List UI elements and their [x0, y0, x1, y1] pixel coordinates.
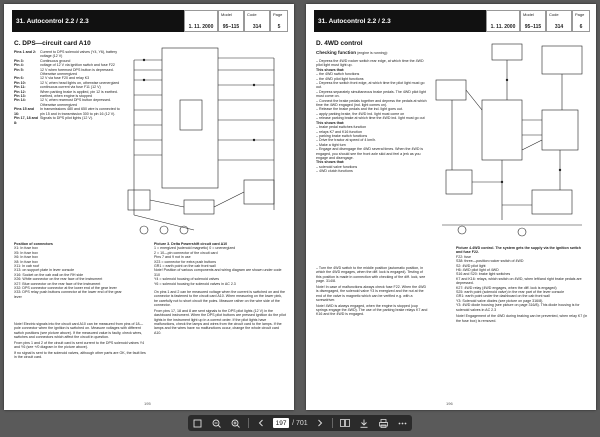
note-paragraph: Note! Electric signals into the circuit card A10 can be measured from pins of 18—pole connector when the ignition is switched on. Measure voltages with different switch positions (see picture above). If the measured value is faulty, check wires, switches and connectors which affect the circuit in question. [14, 322, 144, 340]
pin-description: 12 V, when rearmost DPS button depressed. Otherwise unenergized [40, 98, 111, 107]
header-title: 31. Autocontrol 2.2 / 2.3 [314, 10, 486, 32]
legend-item: 1 = energized (solenoid magnetic) 0 = unenergized [154, 246, 236, 251]
zoom-in-icon[interactable] [229, 417, 243, 429]
legend-item: Note! Position of various components and wiring diagram are shown under code 310 [154, 268, 282, 277]
note-paragraph: Note! 4WD is always engaged, when the engine is stopped (cup springs engage the 4WD). The use of the parking brake relays K7 and K16 and the 4WD is engaged. [316, 303, 428, 317]
pin-row [14, 68, 122, 77]
check-step: – Depress the 4WD rocker switch rear edge, at which time the 4WD pilot light must light up. [316, 59, 424, 68]
legend-item: Pins 7 and 9 not in use [154, 255, 191, 260]
check-step: – solenoid valve functions [316, 164, 358, 169]
wiring-diagram-4wd [432, 40, 590, 240]
page-header: 31. Autocontrol 2.2 / 2.3 1. 11. 2000 Model 95–115 Code 314 Page 6 [314, 10, 590, 32]
pin-description: 12 V when foremost DPS button is depressed. Otherwise unenergized [40, 67, 114, 77]
check-step: This shows that: [316, 160, 345, 165]
legend-item: GR1: earth point under the dashboard on the cab front wall [456, 294, 550, 299]
legend-item: S16 and S20: brake light switches [456, 272, 511, 277]
check-step: – Connect the brake pedals together and depress the pedals at which time the 4WD engaged (ind. light comes on). [316, 98, 427, 108]
left-notes [14, 322, 146, 361]
pin-label: Pin 10: [14, 80, 26, 85]
pin-description: 12 V, when head lights on, otherwise unenergized [40, 80, 120, 85]
pin-label: Pin 5: [14, 67, 24, 72]
check-step: – release parking brake at which time the 4WD ind. light must go out [316, 116, 425, 121]
check-step: – Release the brake pedals and the ind. light goes out. [316, 107, 403, 112]
connector-item: X16: Socket on the cab wall on the RH side [14, 272, 84, 277]
legend-item: S2: 4WD pilot light [456, 263, 486, 268]
right-column-notes [154, 290, 286, 336]
download-icon[interactable] [357, 417, 371, 429]
viewer-toolbar [188, 415, 412, 431]
pin-description: Current to DPS solenoid valves (Y4, Y6), battery voltage (12 V) [40, 50, 118, 59]
legend-item: K7 and K16: relays, which switch on 4WD, when left/and right brake pedals are depressed. [456, 276, 582, 286]
left-page [4, 4, 294, 410]
pin-label: Pin 14: [14, 98, 26, 103]
pin-list [14, 50, 122, 125]
circuit-card-box [162, 48, 218, 188]
connector-item: X26: White connector on the rear face of the instrument [14, 277, 103, 282]
legend-item: GR1 = earth point on the cab front wall [154, 264, 216, 269]
check-step: – Engage and disengage the 4WD several times. When the 4WD is engaged, you should see the front axle skid and feel a jerk as you engage and disengage. [316, 147, 424, 160]
check-step: – 4WD clutch functions [316, 169, 353, 174]
pin-label: Pin 6: [14, 76, 24, 81]
two-page-view-icon[interactable] [338, 417, 352, 429]
check-steps [316, 59, 428, 174]
page-number-input[interactable]: 197 [273, 418, 289, 428]
connector-item: X1: In fuse box [14, 246, 38, 251]
page-number: 196 [446, 401, 453, 406]
pin-description: voltage of 12 V via ignition switch and fuse F22 [40, 63, 115, 68]
total-pages: / 701 [292, 419, 308, 427]
note-paragraph: If no signal is sent to the solenoid valves, although other parts are OK, the fault lies in the circuit card. [14, 350, 146, 360]
header-code: 314 [252, 24, 262, 30]
connectors-block [14, 242, 122, 299]
connector-item: X6: In fuse box [14, 255, 38, 260]
pin-description: continuous current via fuse F11 (12 V) [40, 85, 101, 90]
legend-item: X23 = connector for extra push buttons [154, 259, 217, 264]
pin-label: Pin 4: [14, 63, 24, 68]
pin-label: Pins 15 and 16: [14, 107, 34, 116]
note-paragraph: Note! In case of malfunctions always check fuse F22. When the 4WD is disengaged, the solenoid valve Y3 is energized and the nut at the end of the valve is magnetic which can be verified e.g. with a screwdriver. [316, 284, 427, 303]
connectors-title: Position of connectors [14, 242, 53, 246]
more-options-icon[interactable] [395, 417, 409, 429]
header-date: 1. 11. 2000 [490, 24, 516, 30]
header-date: 1. 11. 2000 [188, 24, 214, 30]
check-step: This shows that: [316, 120, 345, 125]
note-paragraph: – Turn the 4WD switch to the middle position (automatic position, in which the 4WD engages, when the diff. lock is engaged). Testing of this position is made in connection with checking of the diff. lock, see page. 314/8. [316, 266, 426, 284]
check-step: – the 4WD switch functions [316, 72, 360, 77]
right-page [306, 4, 596, 410]
subtitle-note: (engine is running): [357, 51, 388, 55]
check-step: – Depress the switch front edge, at which time the pilot light must go out. [316, 81, 425, 90]
connector-item: X8: In fuse box [14, 259, 38, 264]
pin-row [14, 50, 122, 59]
legend-item: Y6 = solenoid housing for solenoid valves in AC 2.3 [154, 281, 236, 286]
pin-description: When parking brake is applied, pin 12 is earthed. [40, 89, 118, 94]
header-page: 6 [579, 24, 583, 30]
page-indicator [273, 418, 308, 428]
connector-item: X5: In fuse box [14, 250, 38, 255]
pin-row [14, 107, 122, 116]
connector-item: X13: on support plate in lever console [14, 268, 75, 273]
fit-page-icon[interactable] [191, 417, 205, 429]
section-title: D. 4WD control [316, 40, 363, 47]
connector-item: X33: DPS relay push buttons connector at the lower end of the gear lever [14, 290, 122, 299]
pin-description: Signals to DPS pilot lights (12 V). [40, 116, 93, 121]
next-page-icon[interactable] [313, 417, 327, 429]
previous-page-icon[interactable] [254, 417, 268, 429]
pin-description: Continuous ground [40, 58, 71, 63]
legend-item: H6: 4WD pilot light of 4WD [456, 268, 499, 273]
legend-item: K27: 4WD relay (4WD engages, when the diff. lock is engaged) [456, 285, 557, 290]
page-header: 31. Autocontrol 2.2 / 2.3 1. 11. 2000 Model 95–115 Code 314 Page 5 [12, 10, 288, 32]
legend-block [456, 246, 588, 324]
check-step: This shows that: [316, 67, 345, 72]
pin-description: 12 V via fuse F20 and relay K3 [40, 76, 90, 81]
circuit-diagram [124, 40, 288, 240]
pin-label: Pin 3: [14, 58, 24, 63]
check-step: – the 4WD pilot light functions [316, 76, 364, 81]
connector-item: X11: In cab roof [14, 264, 40, 269]
check-notes [316, 266, 428, 318]
pin-row [14, 98, 122, 107]
check-step: – Drive the tractor at speed of 4 km/h. [316, 138, 377, 143]
header-model: 95–115 [222, 24, 240, 30]
picture-caption-block [154, 242, 286, 286]
check-step: – apply parking brake, the 4WD ind. light must come on [316, 111, 405, 116]
picture-caption: Picture 4.4WD control. The system gets the supply via the ignition switch and fuse F22. [456, 246, 582, 255]
note-paragraph: From pins 17, 18 and 8 are sent signals to the DPS pilot lights (12 V) in the dashboard instrument. When the DPS pilot buttons are pressed ignition do the pilot lights in the instrument light up in a correct order. If the pilot lights have malfunctions, check the lamps and wires from the circuit card to the lamps. If the lamps and the wires have no malfunctions occur, change the whole circuit card A10. [154, 308, 286, 335]
header-code: 314 [554, 24, 564, 30]
pin-description: In transmissions 480 and 650 wire is connected to pin 15 and in transmission 300 to pin 16 (12 V). [40, 107, 120, 116]
legend-item: Y3: Solenoid valve diodes (see picture on page 316/8). [456, 298, 544, 303]
check-step: – Make a tight turn [316, 142, 346, 147]
legend-item: Y4 = solenoid housing of solenoid valves [154, 277, 220, 282]
section-title: C. DPS—circuit card A10 [14, 40, 91, 47]
header-page: 5 [277, 24, 281, 30]
legend-item: 2 = 10—pin connector of the circuit card [154, 250, 218, 255]
header-model: 95–115 [524, 24, 542, 30]
note-paragraph: On pins 1 and 2 can be measured voltage when the current is switched on and the connector is fastened to the circuit card A10. When measuring on the lower pink, be carefully not to short circuit the poles. Measure rather on the wire side of the connector. [154, 290, 286, 308]
check-step: – Depress separately simultaneous brake pedals. The 4WD pilot light must come on. [316, 89, 426, 99]
connector-item: X27: Blue connector on the rear face of the instrument [14, 281, 101, 286]
pin-description: earthed, when engine is stopped [40, 94, 92, 99]
page-number: 195 [144, 401, 151, 406]
print-icon[interactable] [376, 417, 390, 429]
pin-label: Pin 17, 18 and 8: [14, 116, 38, 125]
subtitle: Checking function [316, 50, 357, 55]
header-title: 31. Autocontrol 2.2 / 2.3 [12, 10, 184, 32]
note-paragraph: From pins 1 and 2 of the circuit card is sent current to the DPS solenoid valves Y4 and Y6 (see +/0 diagram in the picture above). [14, 340, 145, 350]
legend-item: S25: earth point (solenoid valve) in the rear part of the lever console [456, 290, 565, 295]
pin-label: Pin 11: [14, 85, 26, 90]
legend-item: F22: fuse [456, 254, 471, 259]
pin-row [14, 116, 122, 125]
check-step: – relays K7 and K16 function [316, 129, 362, 134]
pin-label: Pin 13: [14, 94, 26, 99]
check-step: – parking brake switch functions [316, 133, 368, 138]
connector-item: X32: DPS connector connector at the lower end of the gear lever [14, 286, 117, 291]
zoom-out-icon[interactable] [210, 417, 224, 429]
legend-item: Y3: 4WD diode housing (see picture on page 316/8). This diode housing is for solenoid valves in AC 2.3 [456, 303, 580, 312]
picture-caption: Picture 3. Delta Powershift circuit card A10 [154, 242, 228, 246]
pin-label: Pin 12: [14, 89, 26, 94]
legend-item: S38: three—position rocker switch of 4WD [456, 259, 524, 264]
check-step: – brake pedal switches function [316, 125, 367, 130]
pin-label: Pins 1 and 2: [14, 50, 37, 54]
note-bottom: Note! Engagement of the 4WD during braking can be prevented, when relay K7 (in the fuse box) is removed. [456, 314, 588, 323]
